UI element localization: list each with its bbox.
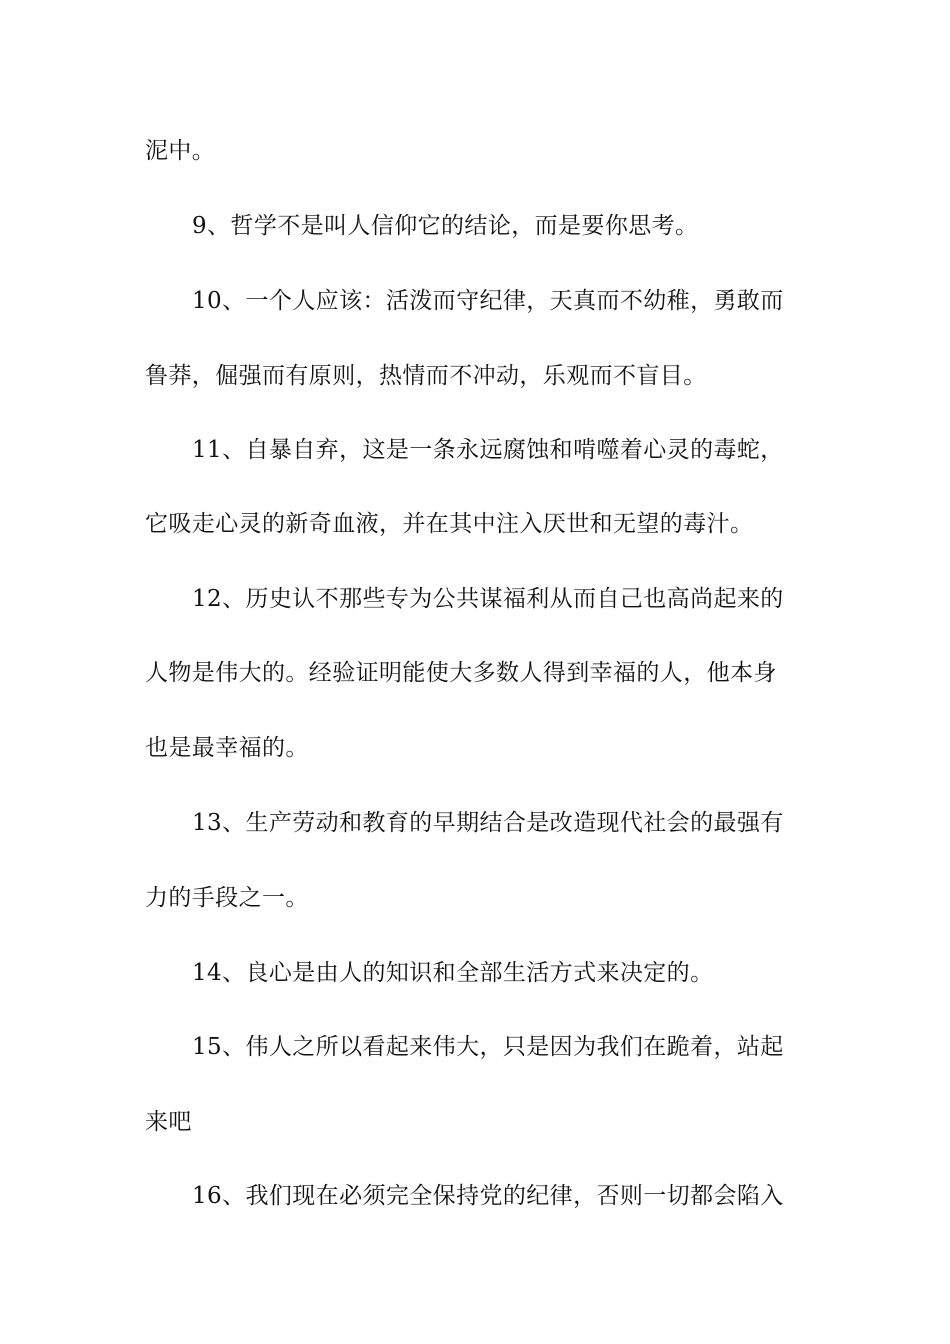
text-line-6: 它吸走心灵的新奇血液，并在其中注入厌世和无望的毒汁。: [145, 511, 754, 537]
text-line-4: 鲁莽，倔强而有原则，热情而不冲动，乐观而不盲目。: [145, 363, 707, 389]
text-line-15: 16、我们现在必须完全保持党的纪律，否则一切都会陷入: [192, 1183, 784, 1209]
text-line-3: 10、一个人应该：活泼而守纪律，天真而不幼稚，勇敢而: [192, 288, 784, 314]
text-line-10: 13、生产劳动和教育的早期结合是改造现代社会的最强有: [192, 810, 784, 836]
text-line-5: 11、自暴自弃，这是一条永远腐蚀和啃噬着心灵的毒蛇，: [192, 437, 784, 463]
text-line-12: 14、良心是由人的知识和全部生活方式来决定的。: [192, 960, 714, 986]
text-line-7: 12、历史认不那些专为公共谋福利从而自己也高尚起来的: [192, 586, 784, 612]
text-line-14: 来吧: [145, 1109, 192, 1135]
text-line-8: 人物是伟大的。经验证明能使大多数人得到幸福的人，他本身: [145, 660, 777, 686]
text-line-11: 力的手段之一。: [145, 885, 309, 911]
text-line-13: 15、伟人之所以看起来伟大，只是因为我们在跪着，站起: [192, 1034, 784, 1060]
text-line-2: 9、哲学不是叫人信仰它的结论，而是要你思考。: [192, 213, 699, 239]
text-line-1: 泥中。: [145, 138, 216, 164]
text-line-9: 也是最幸福的。: [145, 735, 309, 761]
